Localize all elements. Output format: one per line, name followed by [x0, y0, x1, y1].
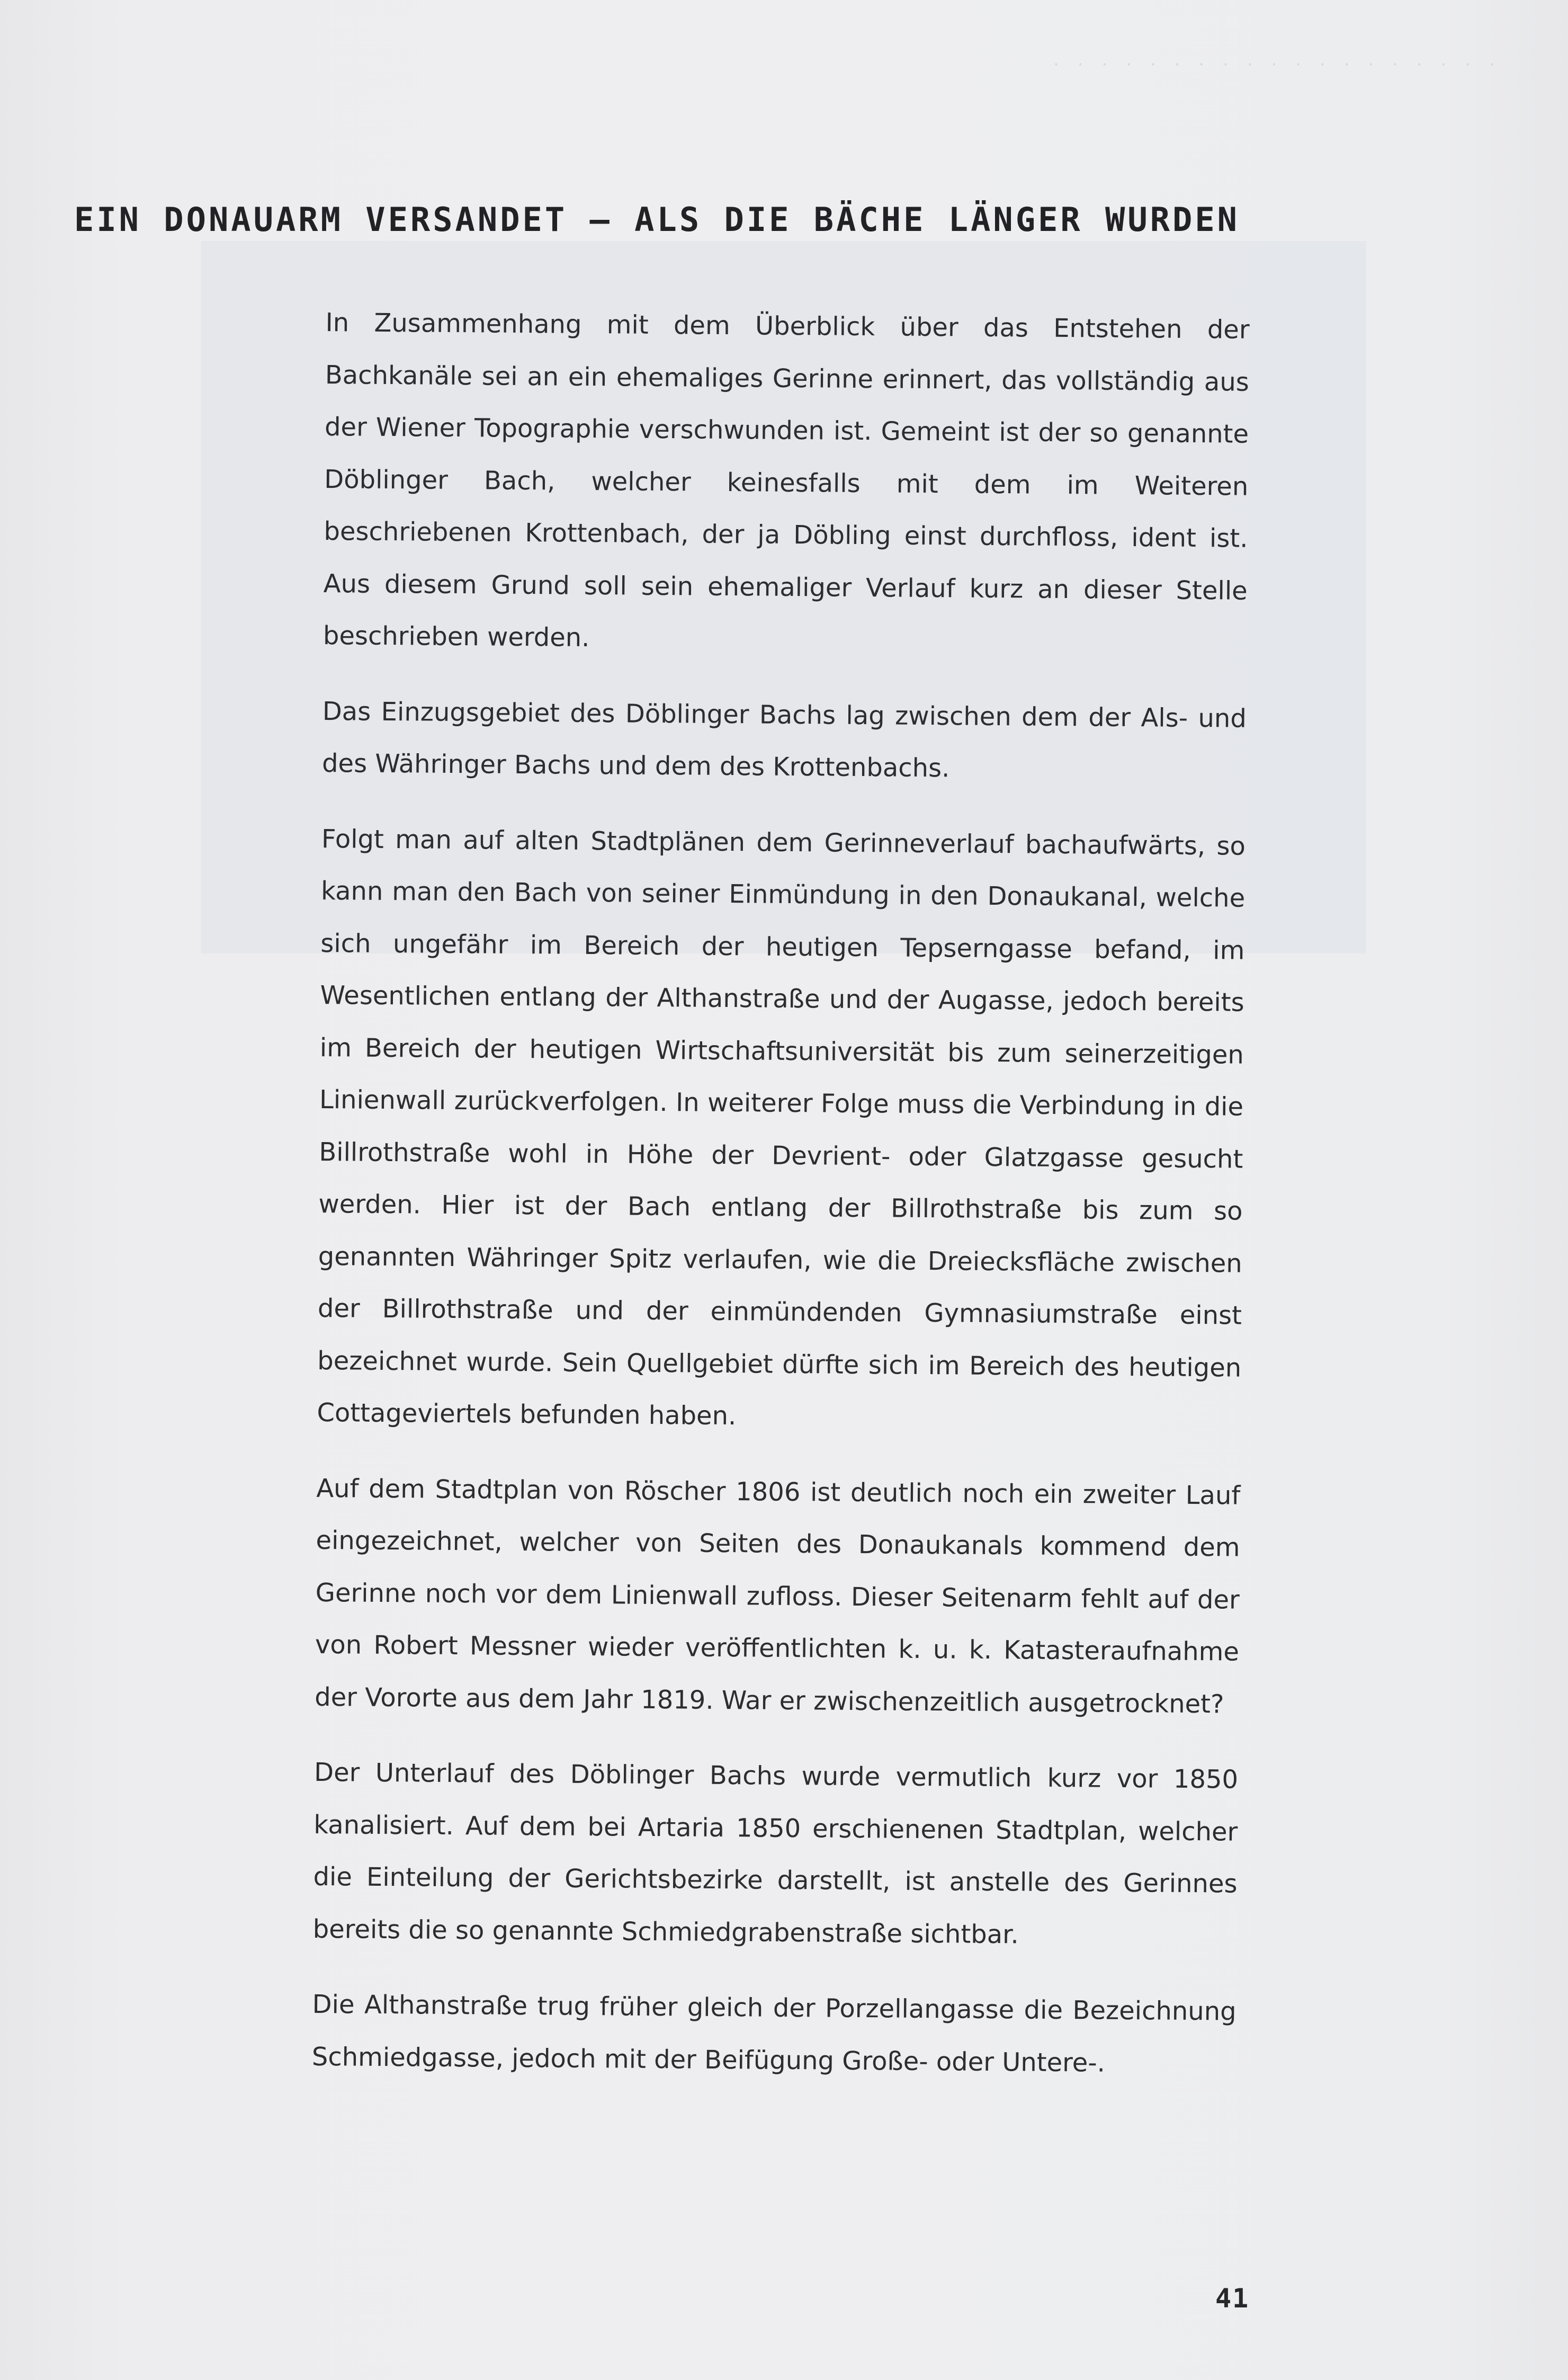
paragraph-2: Das Einzugsgebiet des Döblinger Bachs lag zwischen dem der Als- und des Währinger Bachs und dem des Krottenbachs. — [321, 696, 1247, 783]
page-number: 41 — [1215, 2283, 1250, 2314]
paragraph-4: Auf dem Stadtplan von Röscher 1806 ist deutlich noch ein zweiter Lauf eingezeichnet, welcher von Seiten des Donaukanals kommend dem Gerinne noch vor dem Linienwall zufloss. Dieser Seitenarm fehlt auf der von Robert Messner wieder veröffentlichten k. u. k. Katasteraufnahme der Vororte aus dem Jahr 1819. War er zwischenzeitlich ausgetrocknet? — [315, 1473, 1241, 1719]
body-text — [312, 297, 1250, 2090]
paragraph-1: In Zusammenhang mit dem Überblick über das Entstehen der Bachkanäle sei an ein ehemaliges Gerinne erinnert, das vollständig aus der Wiener Topographie verschwunden ist. Gemeint ist der so genannte Döblinger Bach, welcher keinesfalls mit dem im Weiteren beschriebenen Krottenbach, der ja Döbling einst durchfloss, ident ist. Aus diesem Grund soll sein ehemaliger Verlauf kurz an dieser Stelle beschrieben werden. — [322, 307, 1250, 653]
chapter-heading: EIN DONAUARM VERSANDET – ALS DIE BÄCHE LÄNGER WURDEN — [74, 200, 1240, 239]
mirrored-running-head-show-through: · · · · · · · · · · · · · · · · · · · — [1049, 56, 1497, 73]
paragraph-6: Die Althanstraße trug früher gleich der Porzellangasse die Bezeichnung Schmiedgasse, jedoch mit der Beifügung Große- oder Untere-. — [311, 1989, 1237, 2078]
paragraph-5: Der Unterlauf des Döblinger Bachs wurde vermutlich kurz vor 1850 kanalisiert. Auf dem bei Artaria 1850 erschienenen Stadtplan, welcher die Einteilung der Gerichtsbezirke darstellt, ist anstelle des Gerinnes bereits die so genannte Schmiedgrabenstraße sichtbar. — [312, 1757, 1239, 1949]
paragraph-3: Folgt man auf alten Stadtplänen dem Gerinneverlauf bachaufwärts, so kann man den Bach von seiner Einmündung in den Donaukanal, welche sich ungefähr im Bereich der heutigen Tepserngasse befand, im Wesentlichen entlang der Althanstraße und der Augasse, jedoch bereits im Bereich der heutigen Wirtschaftsuniversität bis zum seinerzeitigen Linienwall zurückverfolgen. In weiterer Folge muss die Verbindung in die Billrothstraße wohl in Höhe der Devrient- oder Glatzgasse gesucht werden. Hier ist der Bach entlang der Billrothstraße bis zum so genannten Währinger Spitz verlaufen, wie die Dreiecksfläche zwischen der Billrothstraße und der einmündenden Gymnasiumstraße einst bezeichnet wurde. Sein Quellgebiet dürfte sich im Bereich des heutigen Cottageviertels befunden haben. — [317, 824, 1246, 1431]
